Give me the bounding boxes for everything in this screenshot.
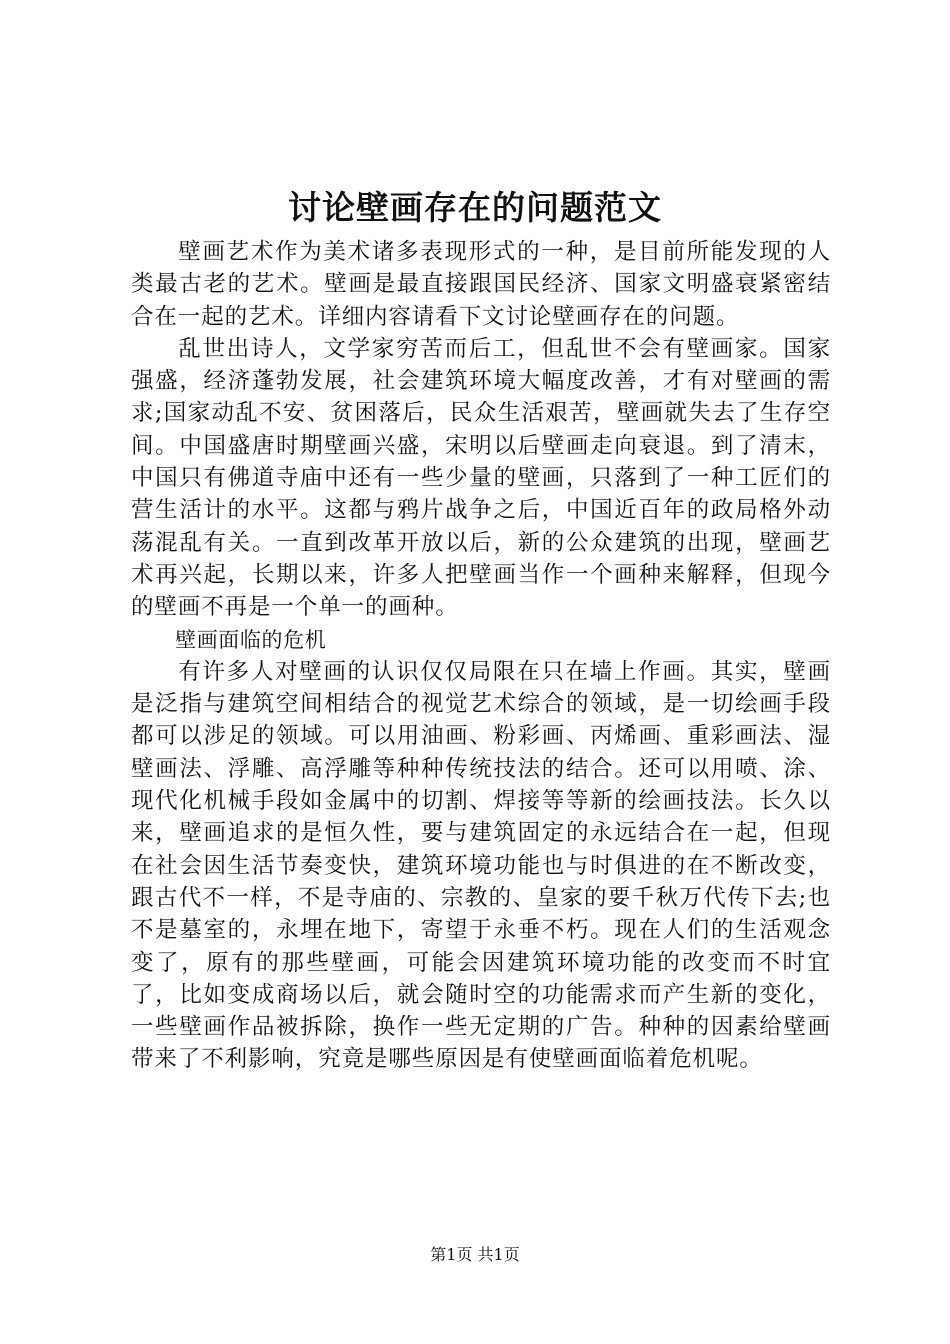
paragraph-crisis: 有许多人对壁画的认识仅仅局限在只在墙上作画。其实，壁画是泛指与建筑空间相结合的视觉艺术综合的领域，是一切绘画手段都可以涉足的领域。可以用油画、粉彩画、丙烯画、重彩画法、湿壁画法、浮雕、高浮雕等种种传统技法的结合。还可以用喷、涂、现代化机械手段如金属中的切割、焊接等等新的绘画技法。长久以来，壁画追求的是恒久性，要与建筑固定的永远结合在一起，但现在社会因生活节奏变快，建筑环境功能也与时俱进的在不断改变，跟古代不一样，不是寺庙的、宗教的、皇家的要千秋万代传下去;也不是墓室的，永埋在地下，寄望于永垂不朽。现在人们的生活观念变了，原有的那些壁画，可能会因建筑环境功能的改变而不时宜了，比如变成商场以后，就会随时空的功能需求而产生新的变化，一些壁画作品被拆除，换作一些无定期的广告。种种的因素给壁画带来了不利影响，究竟是哪些原因是有使壁画面临着危机呢。 [131,658,831,1073]
paragraph-intro: 壁画艺术作为美术诸多表现形式的一种，是目前所能发现的人类最古老的艺术。壁画是最直接跟国民经济、国家文明盛衰紧密结合在一起的艺术。详细内容请看下文讨论壁画存在的问题。 [131,239,831,330]
document-title: 讨论壁画存在的问题范文 [288,188,662,227]
page-number-footer: 第1页 共1页 [430,1245,520,1264]
paragraph-history: 乱世出诗人，文学家穷苦而后工，但乱世不会有壁画家。国家强盛，经济蓬勃发展，社会建筑环境大幅度改善，才有对壁画的需求;国家动乱不安、贫困落后，民众生活艰苦，壁画就失去了生存空间。中国盛唐时期壁画兴盛，宋明以后壁画走向衰退。到了清末，中国只有佛道寺庙中还有一些少量的壁画，只落到了一种工匠们的营生活计的水平。这都与鸦片战争之后，中国近百年的政局格外动荡混乱有关。一直到改革开放以后，新的公众建筑的出现，壁画艺术再兴起，长期以来，许多人把壁画当作一个画种来解释，但现今的壁画不再是一个单一的画种。 [131,335,831,621]
document-body [131,236,831,1076]
section-heading: 壁画面临的危机 [175,627,327,652]
